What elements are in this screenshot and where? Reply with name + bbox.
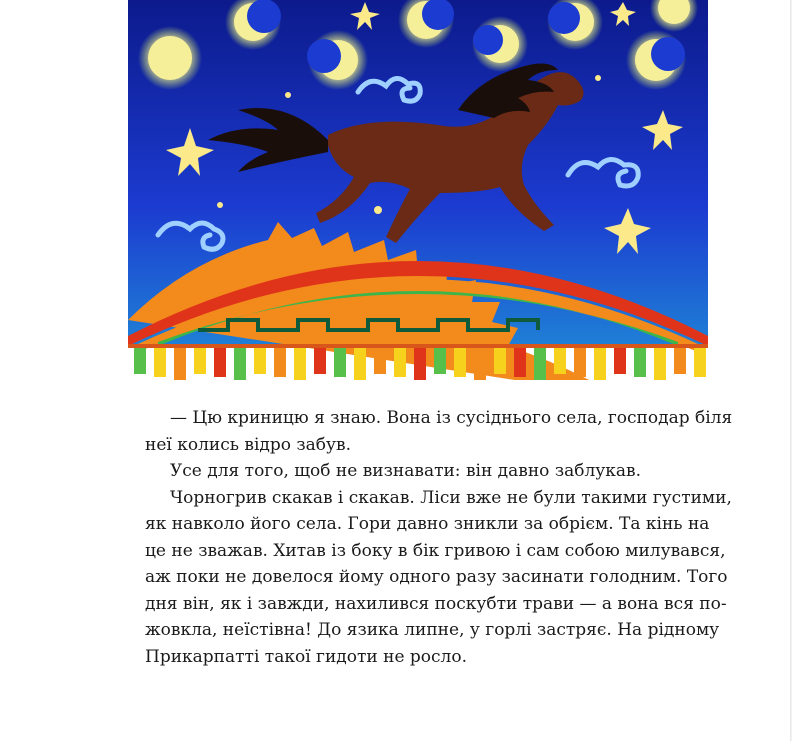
story-paragraph [145,458,690,485]
fringe-tassel [134,348,146,374]
fringe-tassel [614,348,626,374]
fringe-tassel [294,348,306,380]
fringe-tassel [574,348,586,377]
fringe-tassel [394,348,406,377]
fringe-tassel [474,348,486,380]
fringe-tassel [214,348,226,377]
page-edge-shadow [790,0,792,741]
text-line: неї колись відро забув. [145,434,352,455]
story-paragraph [145,485,732,671]
story-text [145,405,733,670]
text-line: Чорногрив скакав і скакав. Ліси вже не були такими густими, [170,487,732,508]
fringe-tassel [594,348,606,380]
fringe-tassel [494,348,506,374]
carpet-fringe [128,344,708,380]
text-line: це не зважав. Хитав із боку в бік гривою і сам собою милувався, [145,540,726,561]
fringe-tassel [254,348,266,374]
fringe-tassel [274,348,286,377]
fringe-tassel [454,348,466,377]
moon-icon [626,30,686,90]
moon-icon [138,26,202,90]
text-line: — Цю криницю я знаю. Вона із сусіднього села, господар біля [170,408,733,428]
moon-icon [472,16,528,72]
story-illustration [128,0,708,380]
fringe-tassel [334,348,346,377]
fringe-tassel [414,348,426,380]
fringe-tassel [194,348,206,374]
text-line: жовкла, неїстівна! До язика липне, у горлі застряє. На рідному [145,620,720,640]
fringe-tassel [314,348,326,374]
text-line: Усе для того, щоб не визнавати: він давно заблукав. [170,461,642,481]
text-line: аж поки не довелося йому одного разу засинати голодним. Того [145,567,728,587]
fringe-tassel [674,348,686,374]
fringe-tassel [694,348,706,377]
fringe-tassel [634,348,646,377]
fringe-tassel [514,348,526,377]
fringe-tassel [354,348,366,380]
text-line: як навколо його села. Гори давно зникли за обрієм. Та кінь на [145,514,710,534]
fringe-tassel [374,348,386,374]
text-line: дня він, як і завжди, нахилився поскубти трави — а вона вся по- [145,593,727,614]
fringe-tassel [534,348,546,380]
fringe-tassel [654,348,666,380]
fringe-tassel [234,348,246,380]
fringe-tassel [434,348,446,374]
fringe-tassel [554,348,566,374]
fringe-tassel [174,348,186,380]
story-paragraph [145,405,733,458]
fringe-tassel [154,348,166,377]
text-line: Прикарпатті такої гидоти не росло. [145,646,467,667]
